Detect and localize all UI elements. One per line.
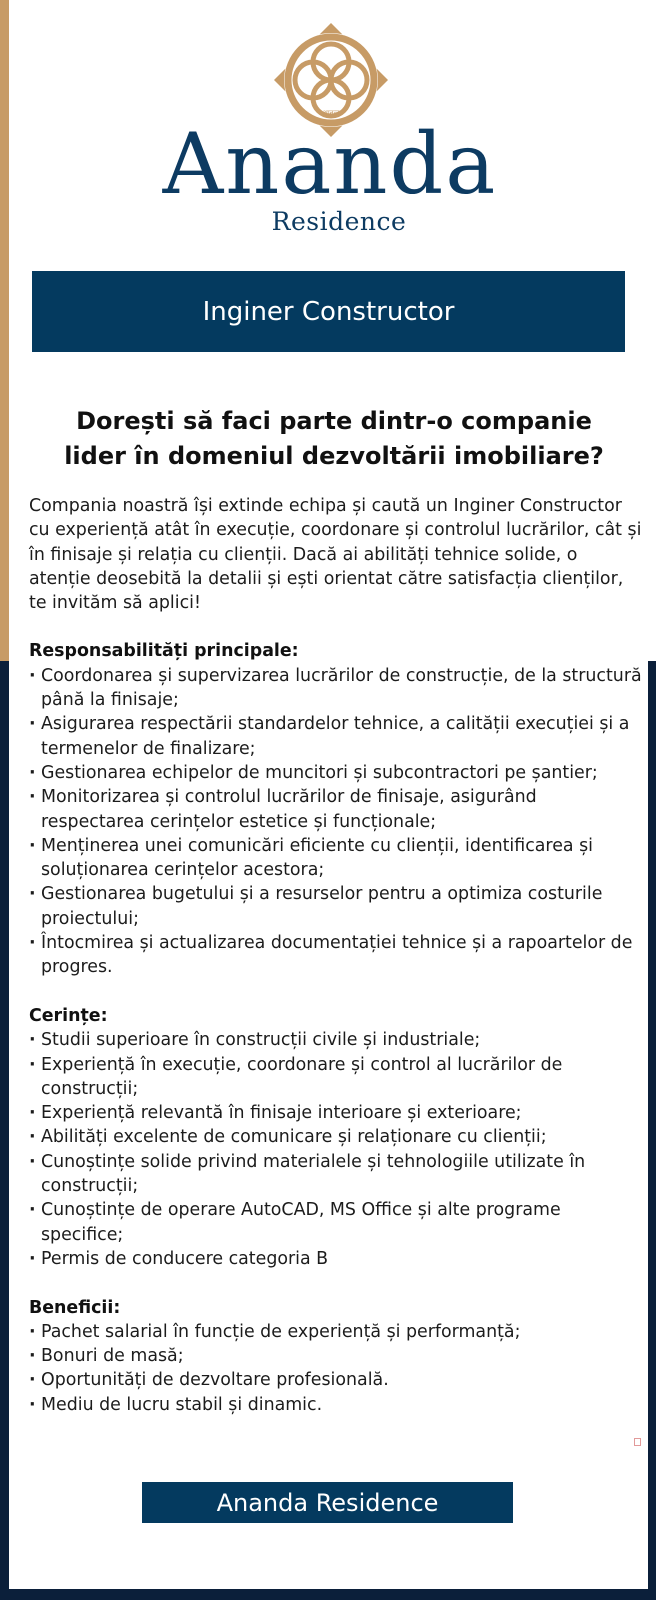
responsibilities-list [29,664,644,980]
section-benefits [29,1296,644,1417]
brand-logo [0,0,668,250]
list-item: · Asigurarea respectării standardelor tehnice, a calității execuției și a termenelor de finalizare; [29,712,644,761]
requirements-list [29,1028,644,1271]
job-description [29,494,644,1441]
list-item: · Gestionarea bugetului și a resurselor pentru a optimiza costurile proiectului; [29,882,644,931]
frame-border-bottom [0,1589,656,1600]
section-title: Beneficii: [29,1297,121,1318]
svg-text:आनन्द: आनन्द [322,109,340,117]
section-responsibilities [29,639,644,979]
brand-name: Ananda [162,115,498,213]
list-item: · Studii superioare în construcții civile și industriale; [29,1028,644,1052]
list-item: · Oportunități de dezvoltare profesională. [29,1368,644,1392]
job-title: Inginer Constructor [202,296,455,327]
section-title: Responsabilități principale: [29,641,299,662]
list-item: · Mediu de lucru stabil și dinamic. [29,1393,644,1417]
brand-footer-button[interactable] [142,1482,513,1523]
headline-line-1: Dorești să faci parte dintr-o companie [76,407,592,435]
frame-border-right [648,661,656,1600]
list-item: · Menținerea unei comunicări eficiente cu clienții, identificarea și soluționarea cerințelor acestora; [29,834,644,883]
list-item: · Coordonarea și supervizarea lucrărilor de construcție, de la structură până la finisaje; [29,664,644,713]
list-item: · Monitorizarea și controlul lucrărilor de finisaje, asigurând respectarea cerințelor estetice și funcționale; [29,785,644,834]
list-item: · Bonuri de masă; [29,1344,644,1368]
headline-line-2: lider în domeniul dezvoltării imobiliare? [64,442,604,470]
list-item: · Pachet salarial în funcție de experiență și performanță; [29,1320,644,1344]
job-title-banner [32,271,625,352]
benefits-list [29,1320,644,1417]
list-item: · Experiență în execuție, coordonare și control al lucrărilor de construcții; [29,1053,644,1102]
list-item: · Cunoștințe de operare AutoCAD, MS Office și alte programe specifice; [29,1198,644,1247]
small-marker-icon [634,1438,641,1446]
brand-subtitle: Residence [271,207,407,236]
frame-border-left [0,661,9,1600]
list-item: · Gestionarea echipelor de muncitori și subcontractori pe șantier; [29,761,644,785]
list-item: · Abilități excelente de comunicare și relaționare cu clienții; [29,1125,644,1149]
list-item: · Experiență relevantă în finisaje interioare și exterioare; [29,1101,644,1125]
footer-button-label: Ananda Residence [216,1488,439,1517]
headline [20,404,648,474]
section-requirements [29,1004,644,1271]
section-title: Cerințe: [29,1005,108,1026]
list-item: · Întocmirea și actualizarea documentației tehnice și a rapoartelor de progres. [29,931,644,980]
list-item: · Permis de conducere categoria B [29,1247,644,1271]
list-item: · Cunoștințe solide privind materialele și tehnologiile utilizate în construcții; [29,1150,644,1199]
intro-paragraph: Compania noastră își extinde echipa și caută un Inginer Constructor cu experiență atât în execuție, coordonare și controlul lucrărilor, cât și în finisaje și relația cu clienții. Dacă ai abilități tehnice solide, o atenție deosebită la detalii și ești orientat către satisfacția clienților, te invităm să aplici! [29,496,642,614]
